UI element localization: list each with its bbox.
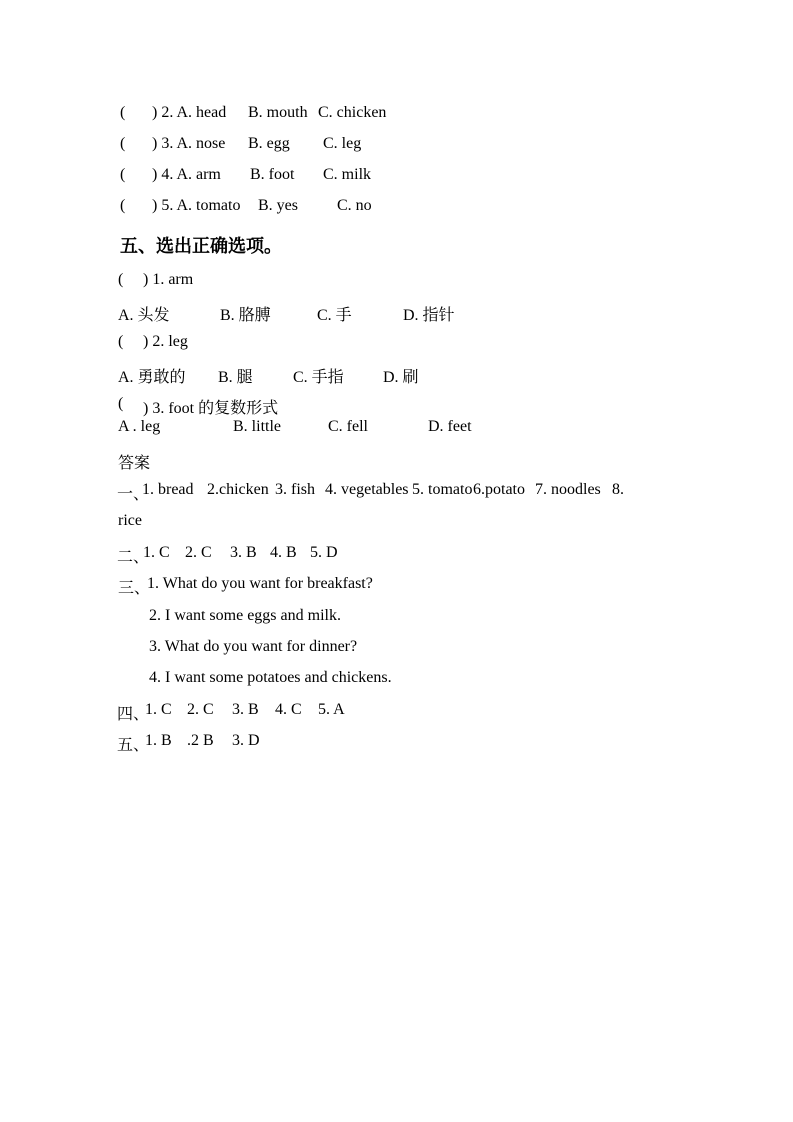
section4-item-3-seg-0: ( [120,135,126,152]
answer-section1-seg-3: 3. fish [275,481,315,498]
section5-heading-seg-0: 五、选出正确选项。 [120,236,282,256]
section5-q2 [0,333,793,357]
answer-section3-line1-seg-0: 三、 [118,580,151,597]
answer-section1-seg-0: 一、 [117,486,150,503]
answer-section3-line3 [0,638,793,662]
section4-item-4 [0,166,793,190]
section5-q1-options-seg-3: D. 指针 [403,307,455,324]
section5-q1-seg-1: ) 1. arm [143,271,194,288]
section5-q3-options [0,418,793,442]
answer-section3-line2-seg-0: 2. I want some eggs and milk. [149,607,341,624]
answer-section4-seg-2: 2. C [187,701,214,718]
answer-section1-cont [0,512,793,536]
section4-item-4-seg-1: ) 4. A. arm [152,166,221,183]
section5-q1-options-seg-0: A. 头发 [118,307,170,324]
answer-section5-seg-3: 3. D [232,732,260,749]
section5-q2-options-seg-0: A. 勇敢的 [118,369,186,386]
section5-q2-options-seg-2: C. 手指 [293,369,344,386]
section4-item-2 [0,104,793,128]
answer-section2-seg-2: 2. C [185,544,212,561]
section4-item-2-seg-1: ) 2. A. head [152,104,227,121]
section5-heading [0,232,793,256]
answer-section2-seg-5: 5. D [310,544,338,561]
section5-q3-options-seg-0: A . leg [118,418,161,435]
section4-item-2-seg-2: B. mouth [248,104,308,121]
section5-q1-options-seg-2: C. 手 [317,307,352,324]
section5-q3-options-seg-3: D. feet [428,418,472,435]
section4-item-5-seg-1: ) 5. A. tomato [152,197,241,214]
section5-q3-options-seg-2: C. fell [328,418,368,435]
section5-q1-seg-0: ( [118,271,124,288]
section4-item-3-seg-2: B. egg [248,135,290,152]
answer-section1-seg-2: 2.chicken [207,481,269,498]
answer-section1 [0,481,793,505]
answer-section5 [0,732,793,756]
answer-section5-seg-0: 五、 [117,737,150,754]
answer-section3-line4-seg-0: 4. I want some potatoes and chickens. [149,669,392,686]
answer-section4 [0,701,793,725]
answer-section3-line1-seg-1: 1. What do you want for breakfast? [147,575,373,592]
section4-item-2-seg-3: C. chicken [318,104,387,121]
section5-q2-options-seg-1: B. 腿 [218,369,253,386]
section5-q2-options [0,364,793,388]
section4-item-5 [0,197,793,221]
answer-section1-seg-4: 4. vegetables [325,481,409,498]
answer-section3-line3-seg-0: 3. What do you want for dinner? [149,638,358,655]
section5-q3-options-seg-1: B. little [233,418,281,435]
section5-q2-seg-1: ) 2. leg [143,333,188,350]
section4-item-3-seg-1: ) 3. A. nose [152,135,226,152]
answer-section2-seg-4: 4. B [270,544,297,561]
section4-item-4-seg-0: ( [120,166,126,183]
answer-section1-seg-1: 1. bread [142,481,194,498]
section4-item-3 [0,135,793,159]
answers-title-seg-0: 答案 [118,455,151,472]
section4-item-5-seg-2: B. yes [258,197,298,214]
answer-section1-seg-7: 7. noodles [535,481,601,498]
section4-item-2-seg-0: ( [120,104,126,121]
answer-section4-seg-0: 四、 [117,706,150,723]
answer-section1-seg-5: 5. tomato [412,481,473,498]
section4-item-5-seg-0: ( [120,197,126,214]
answer-section1-seg-6: 6.potato [473,481,525,498]
section5-q1-options [0,302,793,326]
answer-section2-seg-0: 二、 [117,549,150,566]
answer-section1-seg-8: 8. [612,481,624,498]
section5-q2-options-seg-3: D. 刷 [383,369,419,386]
answer-section2-seg-3: 3. B [230,544,257,561]
answer-section2 [0,544,793,568]
answer-section4-seg-3: 3. B [232,701,259,718]
answer-section4-seg-1: 1. C [145,701,172,718]
answer-section4-seg-4: 4. C [275,701,302,718]
section5-q1 [0,271,793,295]
answers-title [0,450,793,474]
section5-q1-options-seg-1: B. 胳膊 [220,307,271,324]
section5-q3-seg-1: ) 3. foot 的复数形式 [143,400,279,417]
section5-q3-seg-0: ( [118,395,124,412]
section4-item-3-seg-3: C. leg [323,135,362,152]
answer-section1-cont-seg-0: rice [118,512,142,529]
answer-section3-line4 [0,669,793,693]
answer-section2-seg-1: 1. C [143,544,170,561]
section5-q3 [0,395,793,419]
answer-section5-seg-2: .2 B [187,732,214,749]
section5-q2-seg-0: ( [118,333,124,350]
section4-item-4-seg-2: B. foot [250,166,295,183]
answer-section5-seg-1: 1. B [145,732,172,749]
answer-section3-line2 [0,607,793,631]
section4-item-5-seg-3: C. no [337,197,372,214]
answer-section4-seg-5: 5. A [318,701,345,718]
section4-item-4-seg-3: C. milk [323,166,372,183]
answer-section3-line1 [0,575,793,599]
